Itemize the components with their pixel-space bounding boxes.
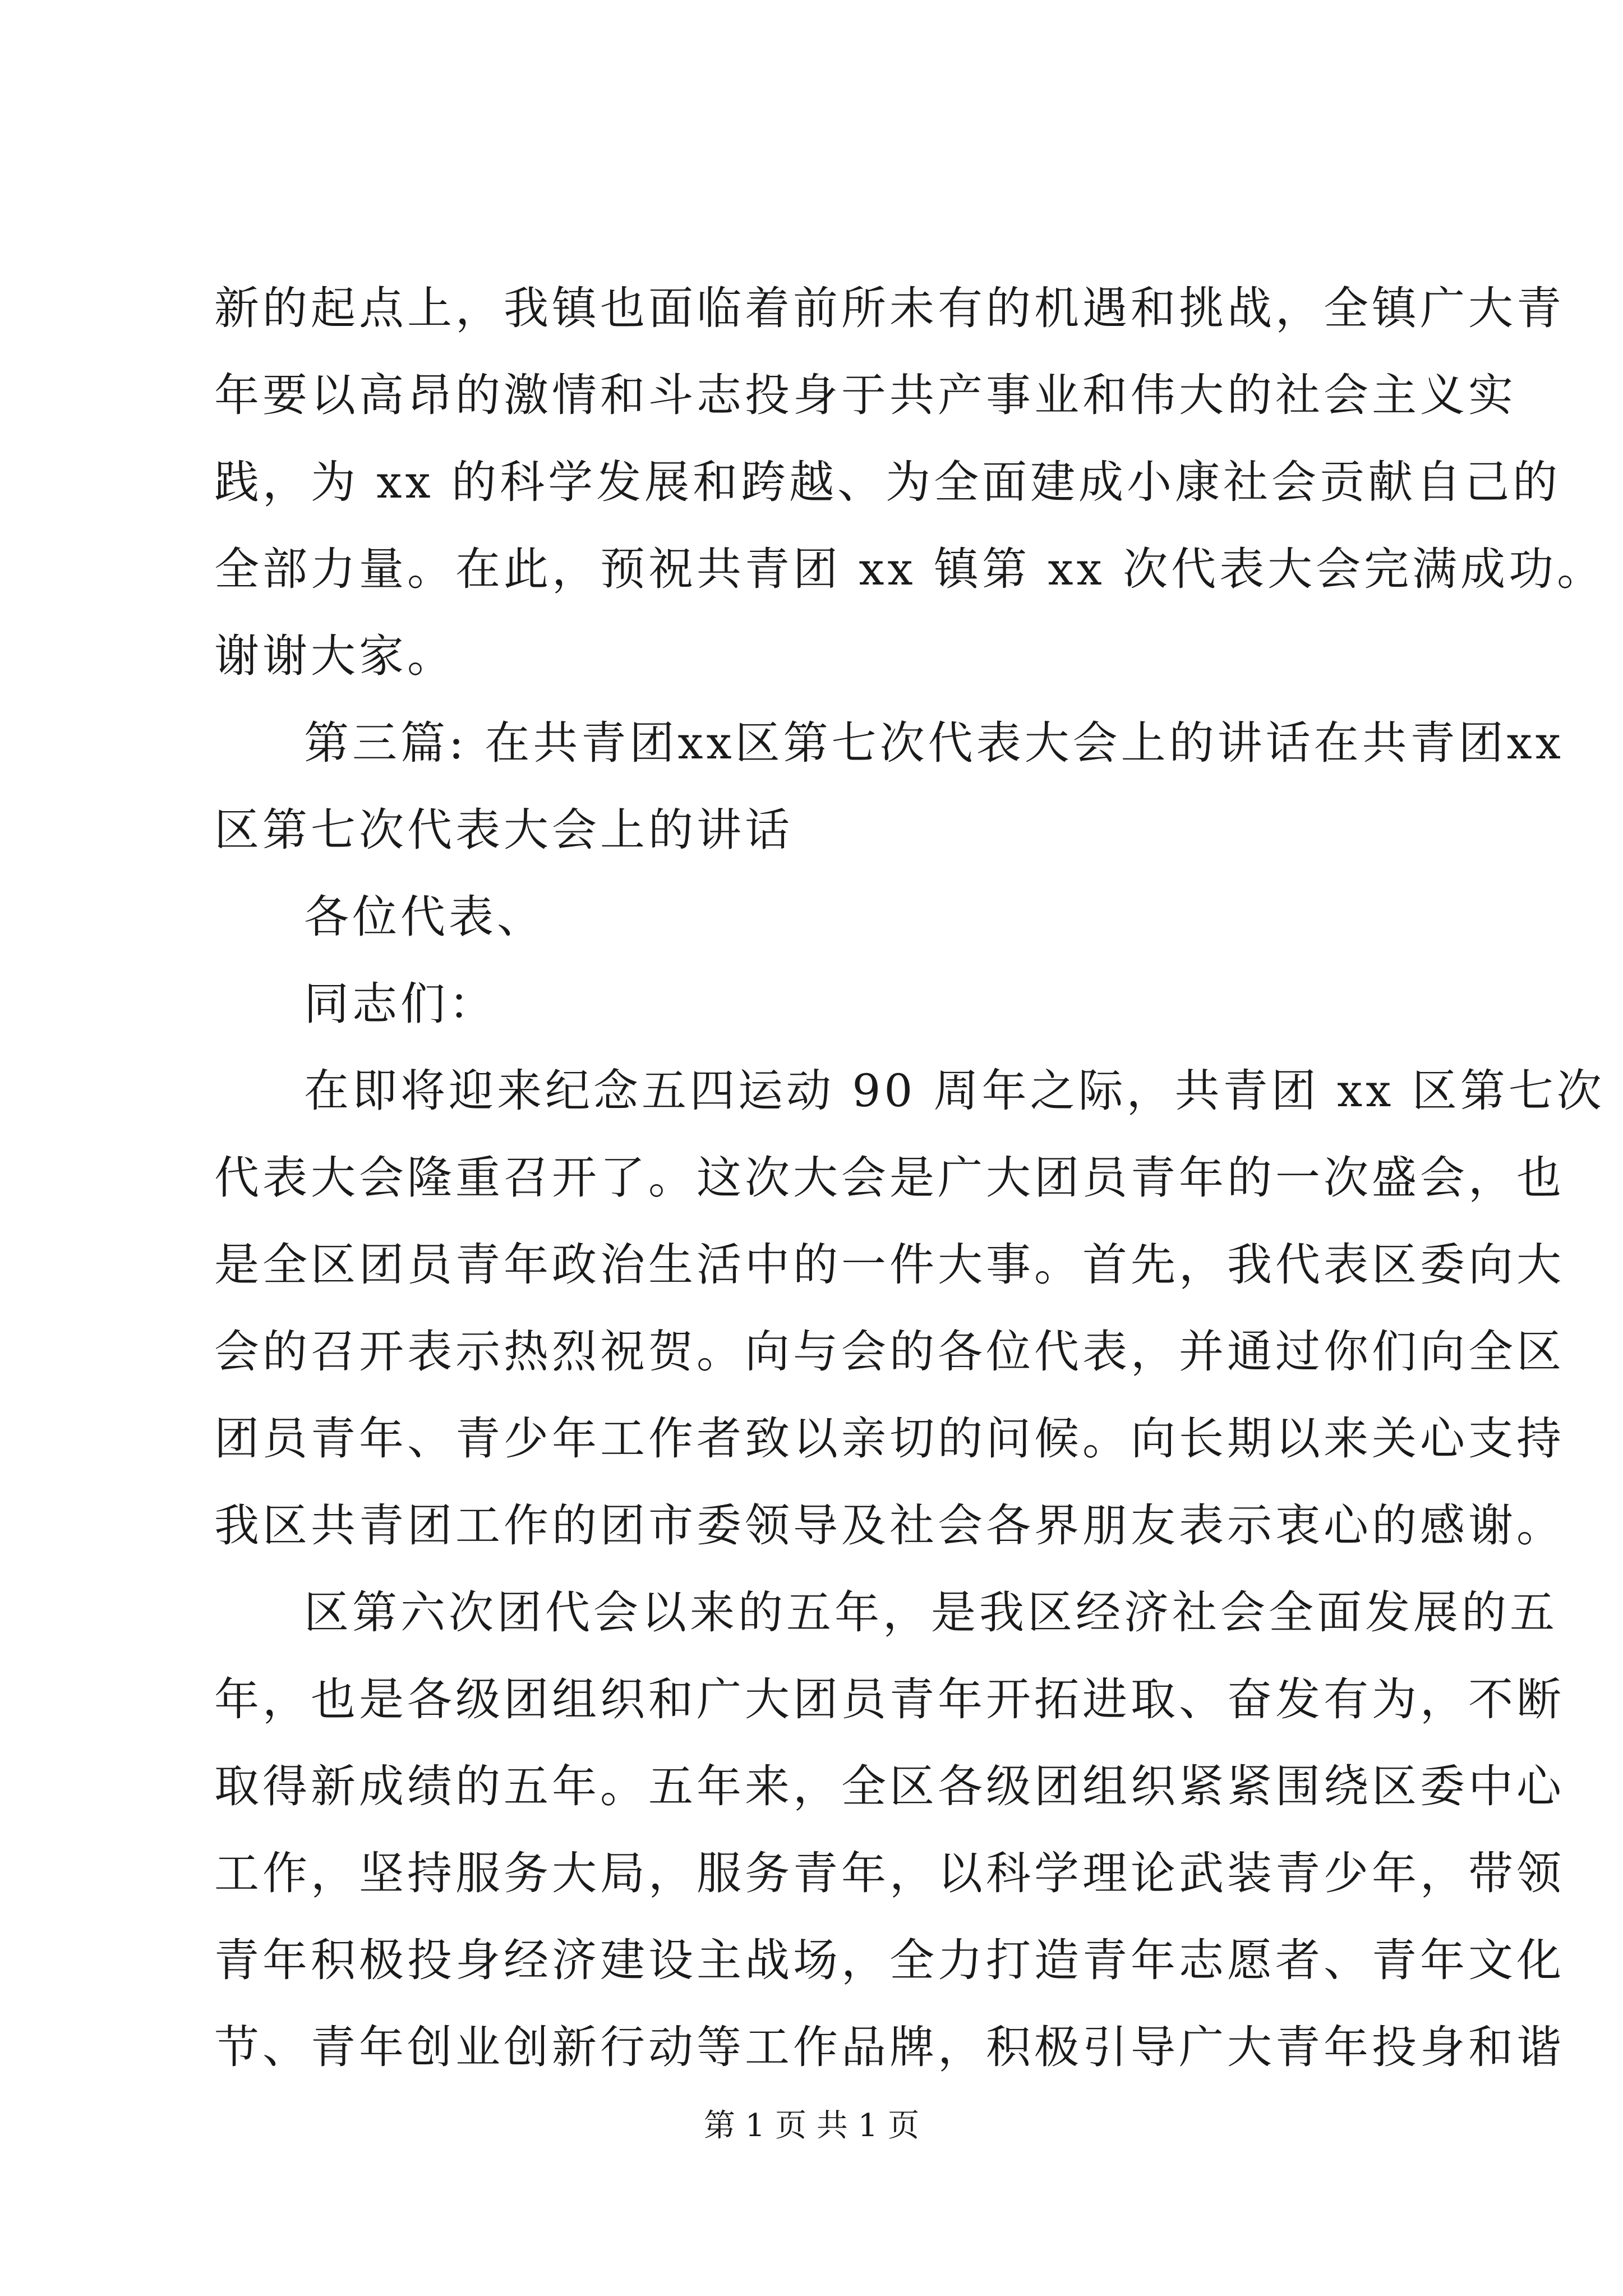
text-line-14: 团员青年、青少年工作者致以亲切的问候。向长期以来关心支持 bbox=[214, 1412, 1565, 1465]
text-line-5: 谢谢大家。 bbox=[214, 630, 455, 682]
text-line-19: 工作，坚持服务大局，服务青年，以科学理论武装青少年，带领 bbox=[214, 1847, 1565, 1899]
text-line-15: 我区共青团工作的团市委领导及社会各界朋友表示衷心的感谢。 bbox=[214, 1499, 1565, 1552]
text-line-20: 青年积极投身经济建设主战场，全力打造青年志愿者、青年文化 bbox=[214, 1934, 1565, 1986]
text-line-7: 区第七次代表大会上的讲话 bbox=[214, 804, 793, 856]
text-line-12: 是全区团员青年政治生活中的一件大事。首先，我代表区委向大 bbox=[214, 1239, 1565, 1291]
text-line-3: 践，为 xx 的科学发展和跨越、为全面建成小康社会贡献自己的 bbox=[214, 456, 1561, 508]
text-line-4: 全部力量。在此，预祝共青团 xx 镇第 xx 次代表大会完满成功。 bbox=[214, 543, 1606, 595]
text-line-17: 年，也是各级团组织和广大团员青年开拓进取、奋发有为，不断 bbox=[214, 1673, 1565, 1726]
text-line-21: 节、青年创业创新行动等工作品牌，积极引导广大青年投身和谐 bbox=[214, 2021, 1565, 2073]
page-footer: 第 1 页 共 1 页 bbox=[703, 2108, 920, 2144]
text-line-1: 新的起点上，我镇也面临着前所未有的机遇和挑战，全镇广大青 bbox=[214, 282, 1565, 334]
text-line-18: 取得新成绩的五年。五年来，全区各级团组织紧紧围绕区委中心 bbox=[214, 1760, 1565, 1812]
text-line-2: 年要以高昂的激情和斗志投身于共产事业和伟大的社会主义实 bbox=[214, 369, 1516, 421]
text-line-16: 区第六次团代会以来的五年，是我区经济社会全面发展的五 bbox=[304, 1586, 1558, 1639]
text-line-13: 会的召开表示热烈祝贺。向与会的各位代表，并通过你们向全区 bbox=[214, 1326, 1565, 1378]
text-line-9: 同志们： bbox=[304, 978, 497, 1030]
text-line-6: 第三篇: 在共青团xx区第七次代表大会上的讲话在共青团xx bbox=[304, 717, 1564, 769]
text-line-11: 代表大会隆重召开了。这次大会是广大团员青年的一次盛会，也 bbox=[214, 1152, 1565, 1204]
text-line-10: 在即将迎来纪念五四运动 90 周年之际，共青团 xx 区第七次 bbox=[304, 1065, 1605, 1117]
text-line-8: 各位代表、 bbox=[304, 891, 545, 943]
